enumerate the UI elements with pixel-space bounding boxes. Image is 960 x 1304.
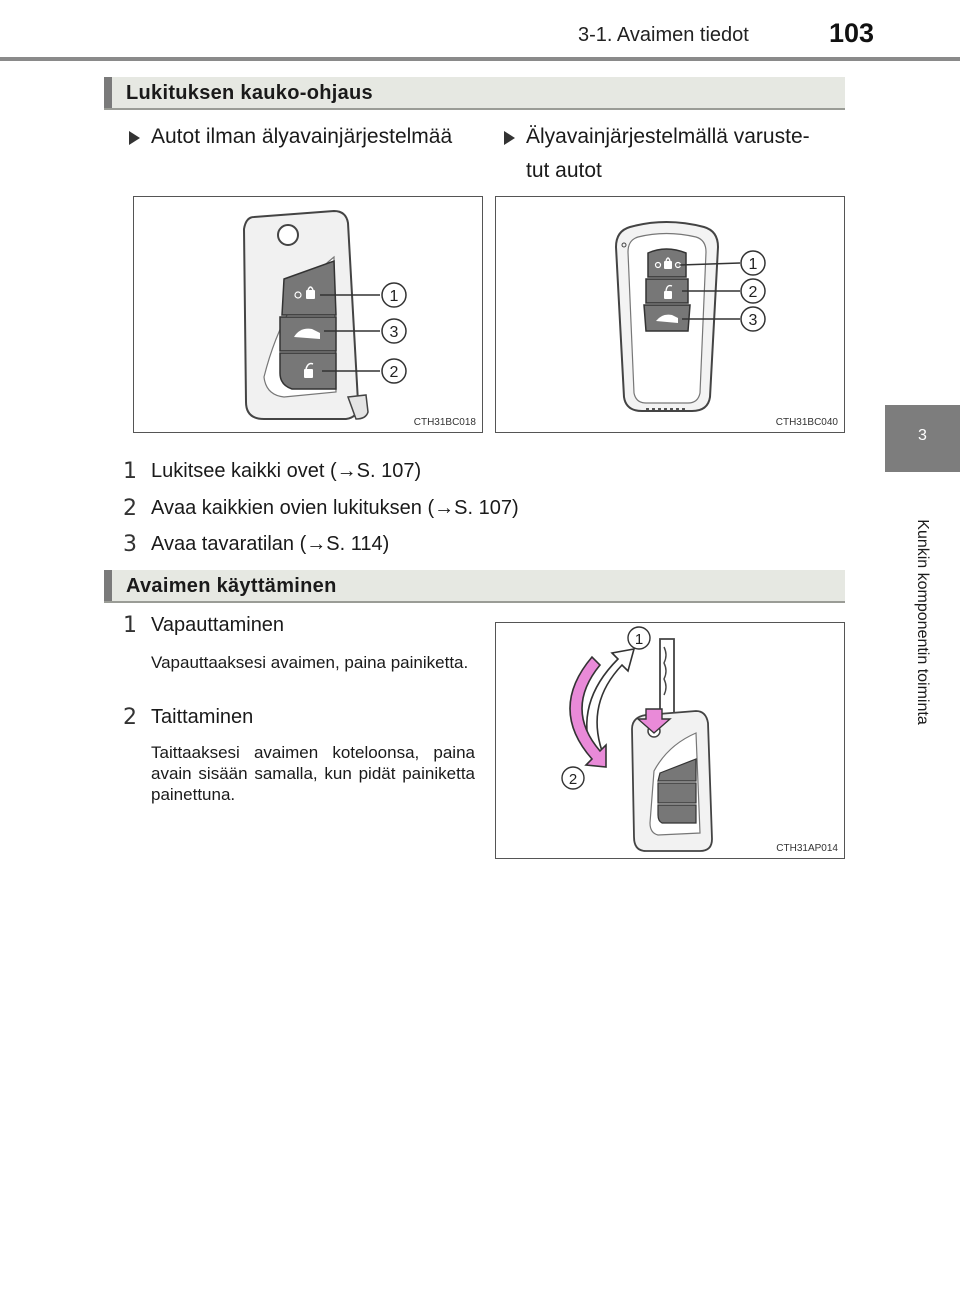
item-body: Taittaaksesi avaimen koteloonsa, paina avain sisään samalla, kun pidät painiketta painettuna. bbox=[151, 743, 475, 804]
chapter-tab bbox=[885, 405, 960, 472]
figure-code: CTH31BC018 bbox=[413, 417, 476, 428]
section-heading-remote bbox=[104, 77, 845, 110]
figure-flip-key bbox=[133, 196, 483, 433]
chapter-number: 3 bbox=[918, 427, 927, 444]
section-title: Lukituksen kauko-ohjaus bbox=[126, 82, 373, 104]
heading-bar bbox=[104, 77, 112, 108]
item-number: 2 bbox=[120, 706, 140, 730]
callout-label: 3 bbox=[389, 324, 399, 341]
item-number: 1 bbox=[120, 614, 140, 638]
flip-key-illustration bbox=[134, 197, 483, 433]
figure-code: CTH31BC040 bbox=[775, 417, 838, 428]
item-body: Vapauttaaksesi avaimen, paina painiketta. bbox=[151, 653, 469, 672]
section-title: Avaimen käyttäminen bbox=[126, 575, 337, 597]
variant-no-smart-key bbox=[151, 120, 452, 154]
smart-key-illustration bbox=[496, 197, 845, 433]
callout-label: 3 bbox=[748, 312, 758, 329]
callout-label: 1 bbox=[389, 288, 399, 305]
callout-label: 2 bbox=[748, 284, 758, 301]
key-release-illustration bbox=[496, 623, 845, 859]
figure-smart-key bbox=[495, 196, 845, 433]
variant-label: Autot ilman älyavainjärjestelmää bbox=[151, 125, 453, 148]
callout-label: 1 bbox=[748, 256, 758, 273]
variant-label: Älyavainjärjestelmällä varuste- bbox=[526, 125, 810, 148]
item-text: Avaa tavaratilan (→S. 114) bbox=[151, 533, 390, 555]
variant-label-cont: tut autot bbox=[526, 159, 602, 182]
chapter-title: Kunkin komponentin toiminta bbox=[914, 519, 931, 725]
running-header: 3-1. Avaimen tiedot bbox=[578, 24, 749, 46]
triangle-bullet-icon bbox=[504, 131, 515, 145]
item-title: Taittaminen bbox=[151, 706, 254, 728]
callout-label: 2 bbox=[568, 771, 578, 788]
item-number: 2 bbox=[120, 497, 140, 521]
figure-key-release bbox=[495, 622, 845, 859]
callout-label: 1 bbox=[634, 631, 644, 648]
variant-smart-key bbox=[526, 120, 810, 188]
item-text: Avaa kaikkien ovien lukituksen (→S. 107) bbox=[151, 497, 519, 519]
heading-bar bbox=[104, 570, 112, 601]
header-rule bbox=[0, 57, 960, 61]
item-title: Vapauttaminen bbox=[151, 614, 285, 636]
figure-code: CTH31AP014 bbox=[776, 843, 838, 854]
page-number: 103 bbox=[829, 18, 875, 48]
section-heading-key-usage bbox=[104, 570, 845, 603]
item-text: Lukitsee kaikki ovet (→S. 107) bbox=[151, 460, 422, 482]
triangle-bullet-icon bbox=[129, 131, 140, 145]
item-number: 3 bbox=[120, 533, 140, 557]
callout-label: 2 bbox=[389, 364, 399, 381]
item-number: 1 bbox=[120, 460, 140, 484]
